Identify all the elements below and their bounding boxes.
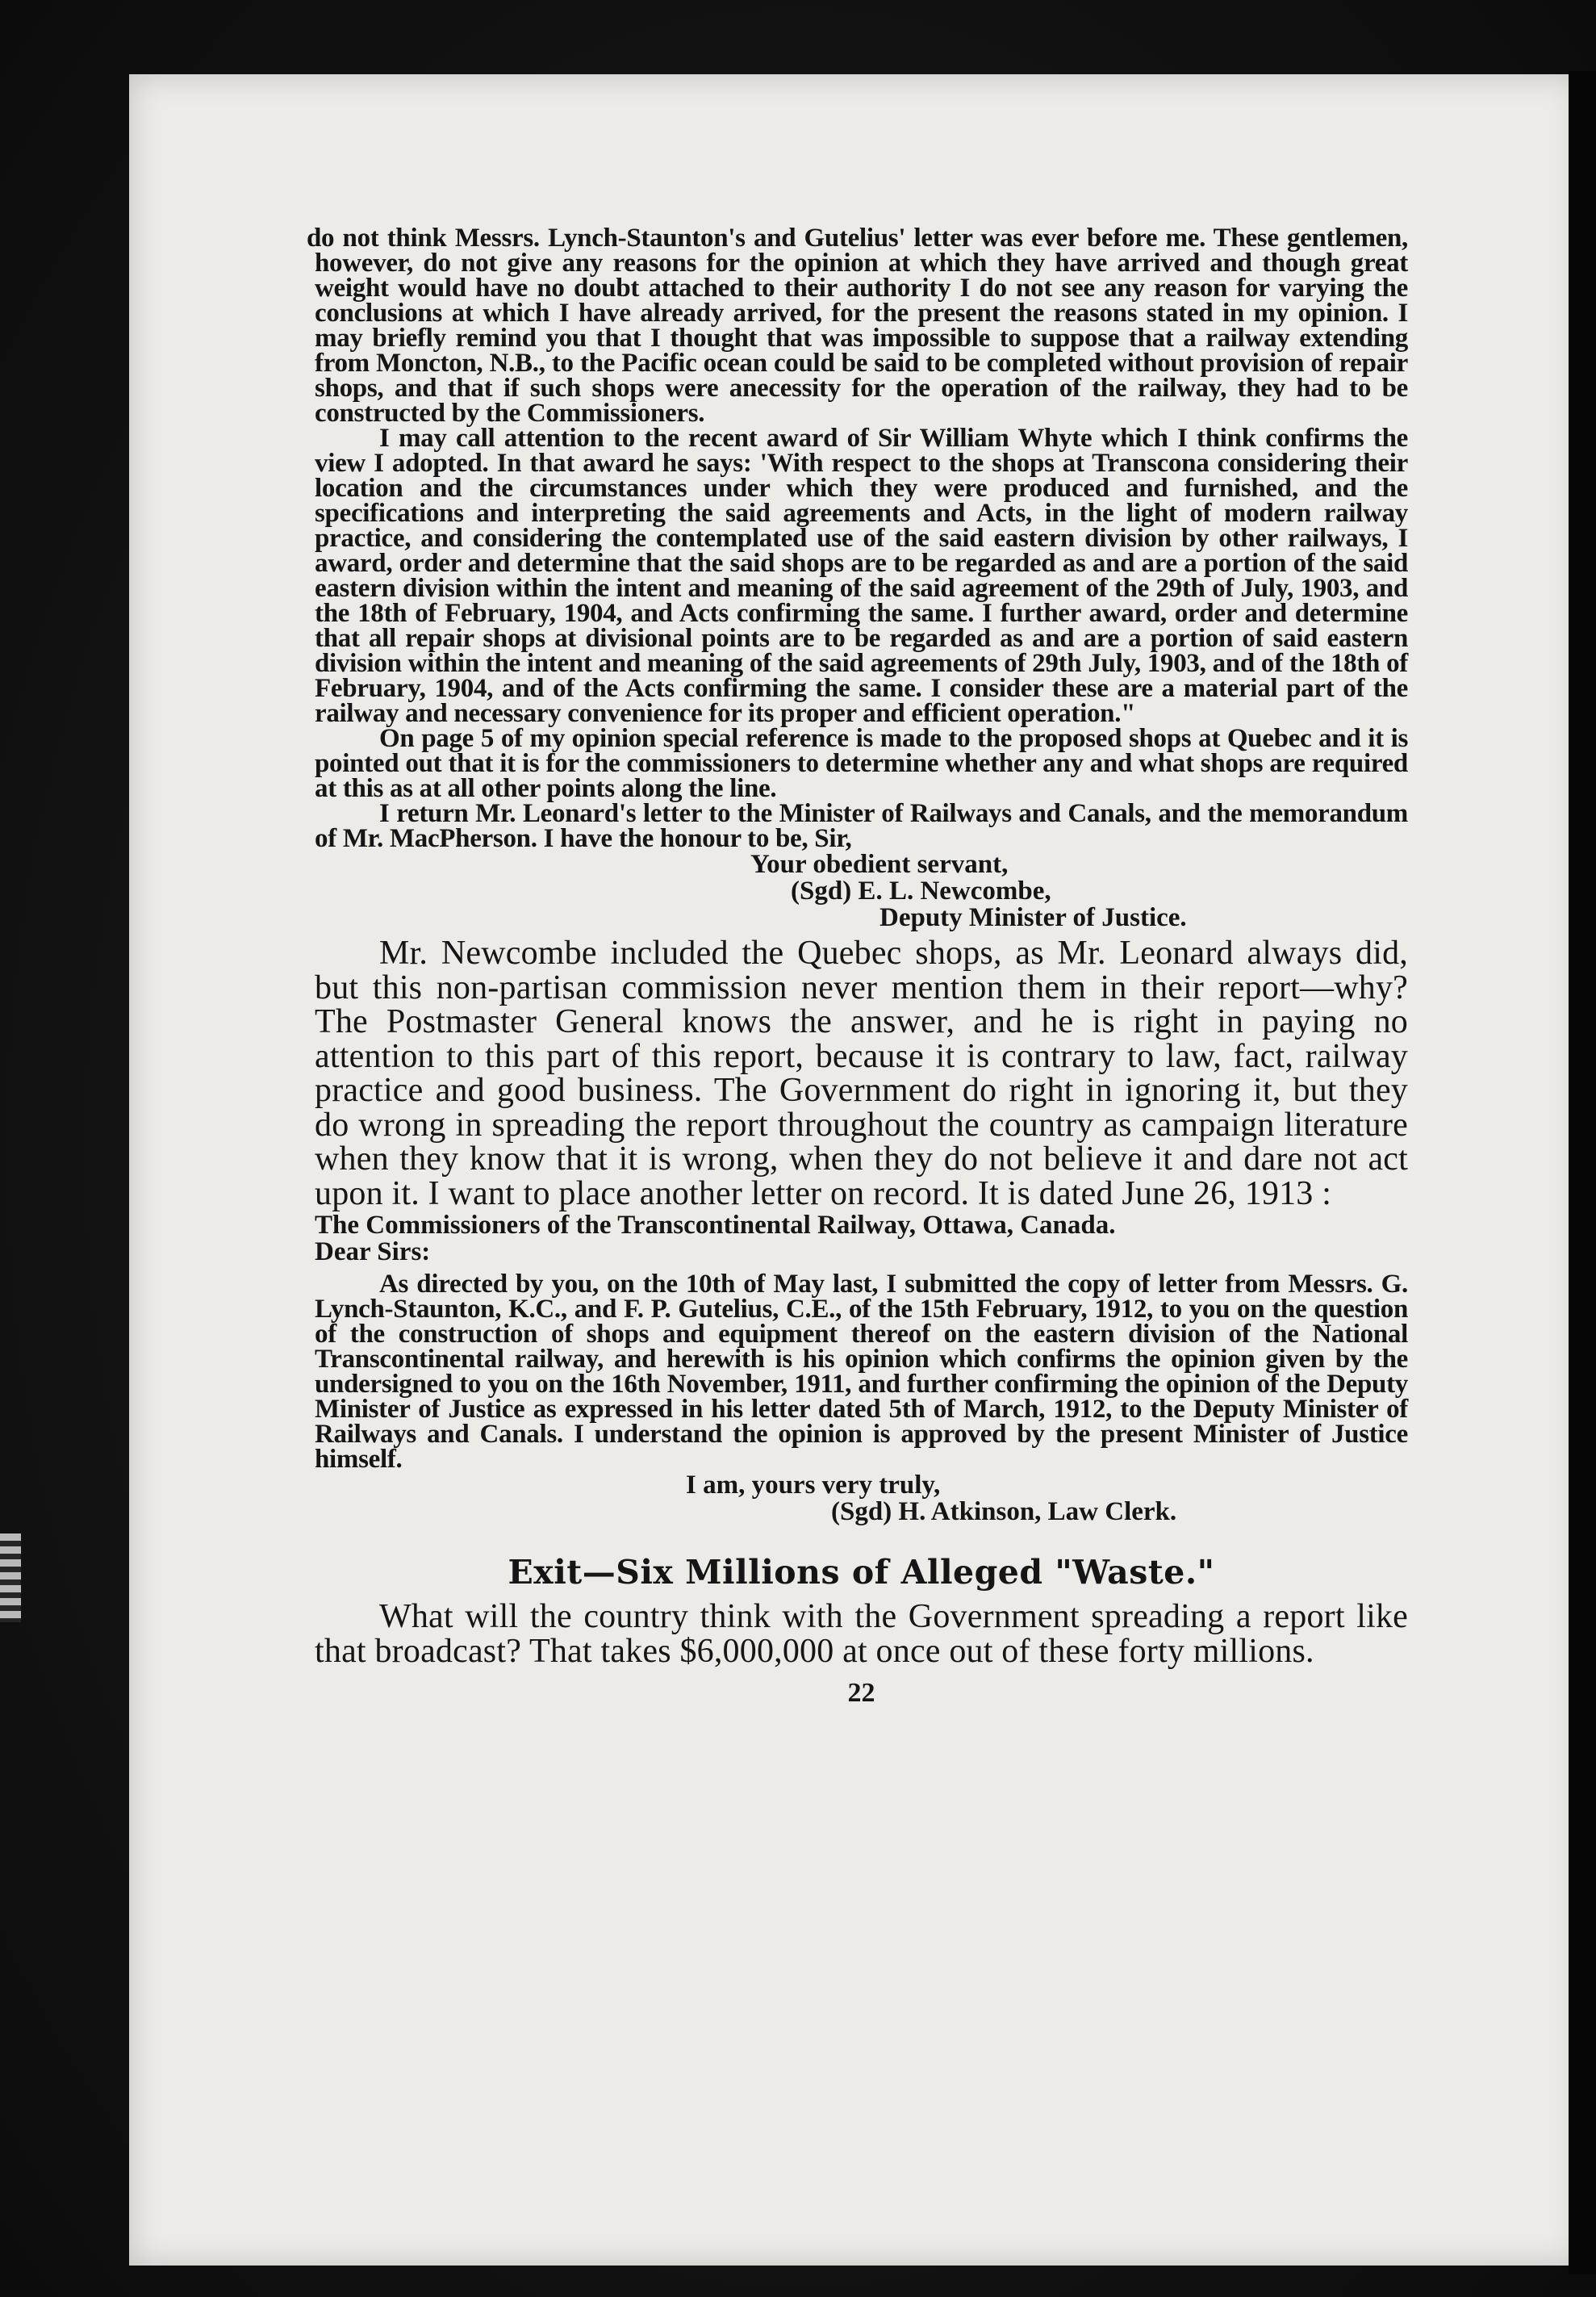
letter-salutation: Dear Sirs: xyxy=(315,1237,431,1266)
letter-paragraph: I return Mr. Leonard's letter to the Minister of Railways and Canals, and the memorandum of Mr. MacPherson. I have the honour to be, Sir, xyxy=(315,799,1408,853)
section-heading: Exit—Six Millions of Alleged "Waste." xyxy=(508,1553,1215,1592)
letter-addressee: The Commissioners of the Transcontinental Railway, Ottawa, Canada. xyxy=(315,1211,1116,1240)
signature-closing: Your obedient servant, xyxy=(750,850,1009,879)
letter-paragraph: do not think Messrs. Lynch-Staunton's and Gutelius' letter was ever before me. These gentlemen, however, do not give any reasons for the opinion at which they have arrived and though great weight would have no doubt attached to their authority I do not see any reason for varying the conclusions at which I have already arrived, for the present the reasons stated in my opinion. I may briefly remind you that I thought that was impossible to suppose that a railway extending from Moncton, N.B., to the Pacific ocean could be said to be completed without provision of repair shops, and that if such shops were anecessity for the operation of the railway, they had to be constructed by the Commissioners. xyxy=(307,224,1408,428)
binding-clip xyxy=(0,1533,21,1622)
letter-closing: I am, yours very truly, xyxy=(686,1471,941,1500)
commentary-paragraph: Mr. Newcombe included the Quebec shops, as Mr. Leonard always did, but this non-partisan commission never mention them in their report—why? The Postmaster General knows the answer, and he is right in paying no attention to this part of this report, because it is contrary to law, fact, railway practice and good business. The Government do right in ignoring it, but they do wrong in spreading the report throughout the country as campaign literature when they know that it is wrong, when they do not believe it and dare not act upon it. I want to place another letter on record. It is dated June 26, 1913 : xyxy=(315,935,1408,1212)
page-number: 22 xyxy=(847,1678,875,1708)
page-text-column xyxy=(307,224,1408,1709)
signature-name: (Sgd) E. L. Newcombe, xyxy=(791,877,1051,906)
letter-body: As directed by you, on the 10th of May last, I submitted the copy of letter from Messrs. G. Lynch-Staunton, K.C., and F. P. Gutelius, C.E., of the 15th February, 1912, to you on the question of the construction of shops and equipment thereof on the eastern division of the National Transcontinental railway, and herewith is his opinion which confirms the opinion given by the undersigned to you on the 16th November, 1911, and further confirming the opinion of the Deputy Minister of Justice as expressed in his letter dated 5th of March, 1912, to the Deputy Minister of Railways and Canals. I understand the opinion is approved by the present Minister of Justice himself. xyxy=(315,1270,1408,1474)
signature-title: Deputy Minister of Justice. xyxy=(879,903,1187,932)
letter-signature: (Sgd) H. Atkinson, Law Clerk. xyxy=(831,1497,1177,1526)
letter-paragraph: I may call attention to the recent award of Sir William Whyte which I think confirms the view I adopted. In that award he says: 'With respect to the shops at Transcona considering their location and the circumstances under which they were produced and furnished, and the specifications and interpreting the said agreements and Acts, in the light of modern railway practice, and considering the contemplated use of the said eastern division by other railways, I award, order and determine that the said shops are to be regarded as and are a portion of the said eastern division within the intent and meaning of the said agreement of the 29th of July, 1903, and the 18th of February, 1904, and Acts confirming the same. I further award, order and determine that all repair shops at divisional points are to be regarded as and are a portion of said eastern division within the intent and meaning of the said agreements of 29th July, 1903, and of the 18th of February, 1904, and of the Acts confirming the same. I consider these are a material part of the railway and necessary convenience for its proper and efficient operation." xyxy=(315,424,1408,728)
letter-paragraph: On page 5 of my opinion special reference is made to the proposed shops at Quebec and it is pointed out that it is for the commissioners to determine whether any and what shops are required at this as at all other points along the line. xyxy=(315,724,1408,803)
closing-paragraph: What will the country think with the Government spreading a report like that broadcast? That takes $6,000,000 at once out of these forty millions. xyxy=(315,1598,1408,1670)
page-edge-shadow xyxy=(1569,71,1596,2274)
